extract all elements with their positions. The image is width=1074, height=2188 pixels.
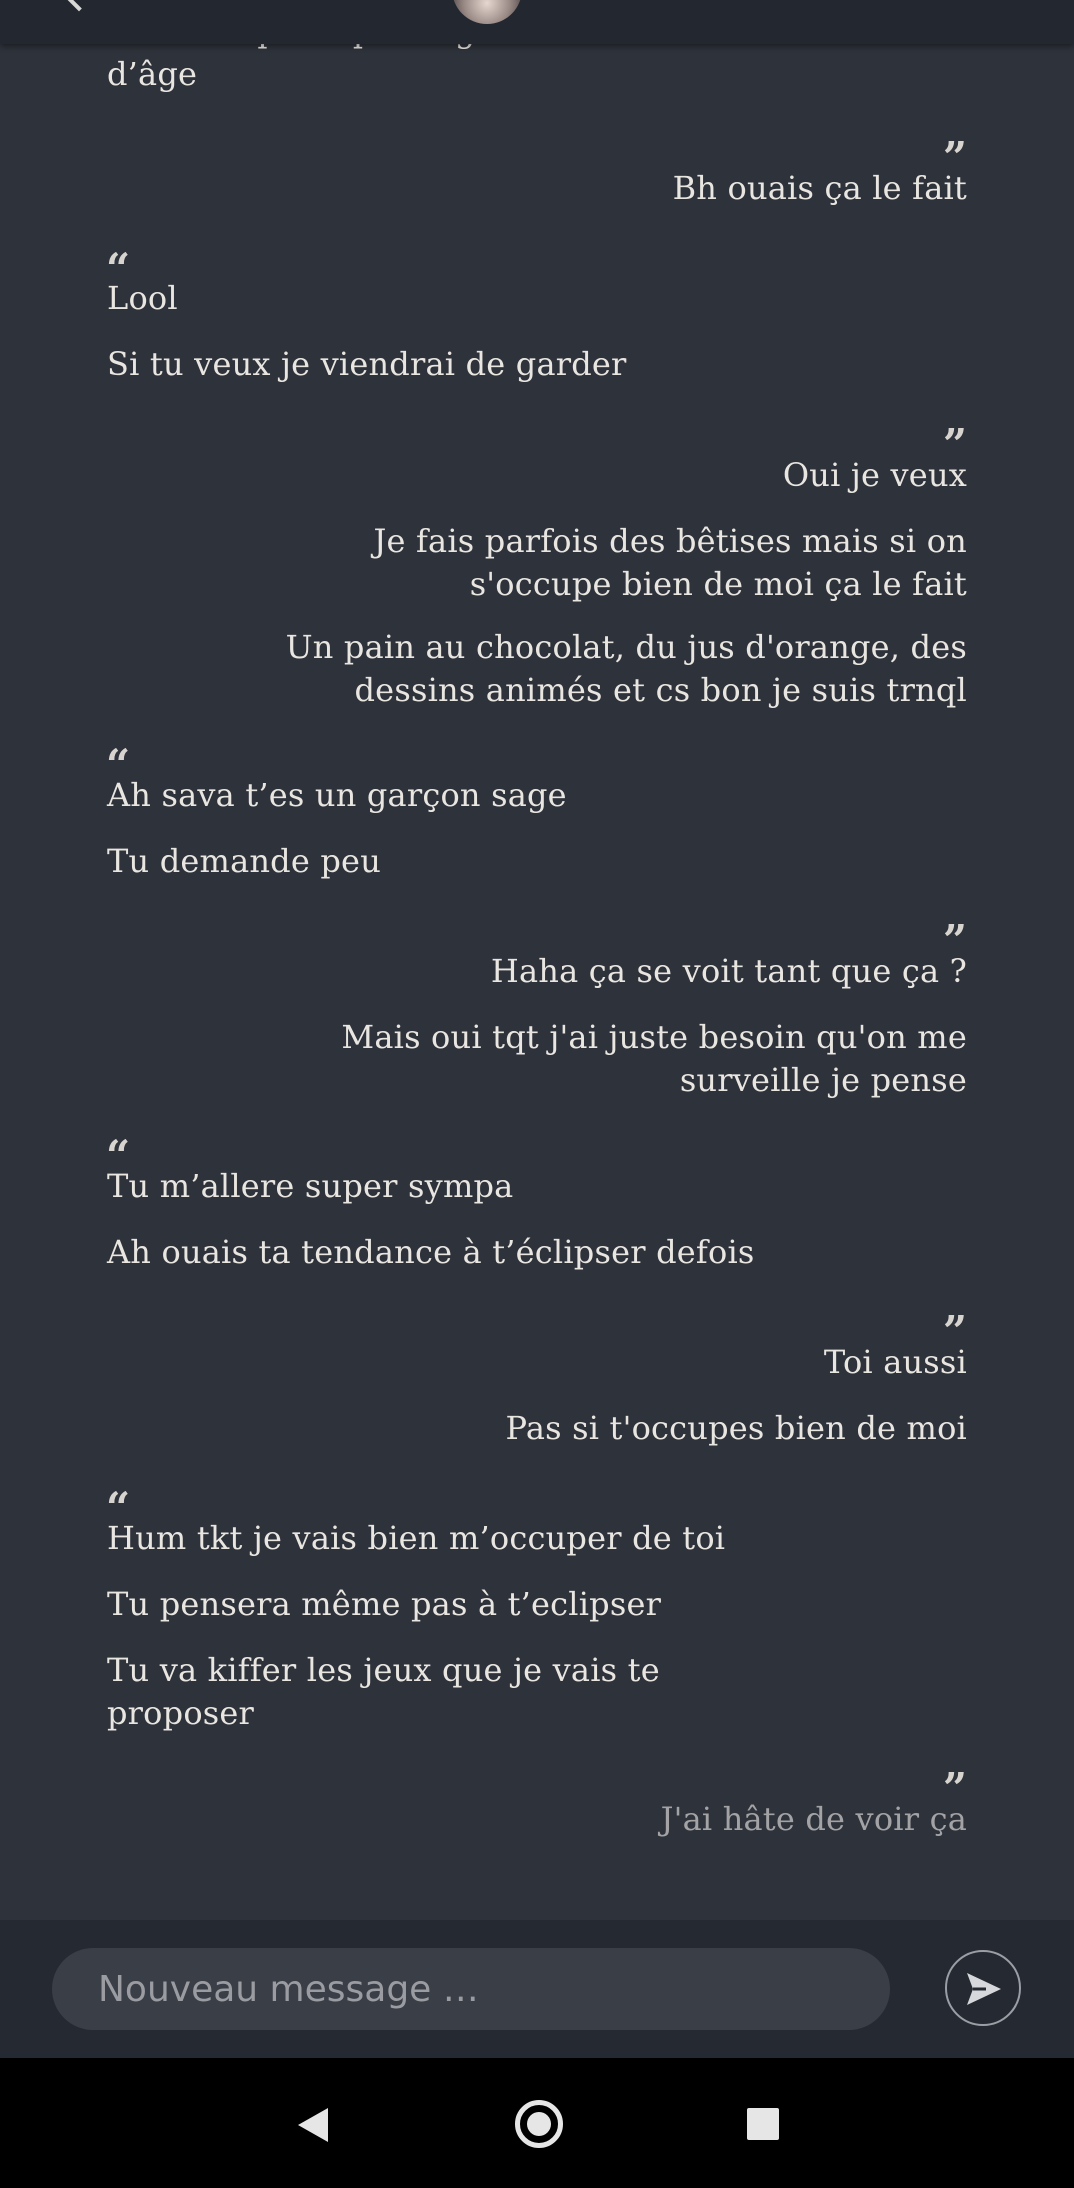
message-sent-pending: J'ai hâte de voir ça — [660, 1800, 967, 1838]
quote-open-icon: “ — [106, 1135, 131, 1165]
quote-close-icon: ” — [942, 1768, 967, 1798]
message-received: Si tu veux je viendrai de garder — [107, 345, 627, 383]
nav-home-dot — [527, 2112, 551, 2136]
back-icon[interactable] — [61, 0, 98, 11]
message-sent: Mais oui tqt j'ai juste besoin qu'on me surveille je pense — [341, 1018, 967, 1099]
message-sent: Un pain au chocolat, du jus d'orange, des dessins animés et cs bon je suis trnql — [285, 628, 967, 709]
quote-open-icon: “ — [106, 1487, 131, 1517]
chat-header — [0, 0, 1074, 44]
nav-home-icon[interactable] — [515, 2100, 563, 2148]
message-received: Tu demande peu — [107, 842, 382, 880]
system-nav-bar — [0, 2058, 1074, 2188]
message-sent: Toi aussi — [823, 1343, 967, 1381]
message-input[interactable] — [52, 1948, 890, 2030]
message-received: Lool — [107, 279, 178, 317]
quote-close-icon: ” — [942, 920, 967, 950]
message-sent: Je fais parfois des bêtises mais si on s'occupe bien de moi ça le fait — [373, 522, 967, 603]
quote-close-icon: ” — [942, 137, 967, 167]
message-received: Tu m’allere super sympa — [107, 1167, 514, 1205]
quote-open-icon: “ — [106, 744, 131, 774]
contact-avatar[interactable] — [452, 0, 522, 24]
quote-close-icon: ” — [942, 424, 967, 454]
message-composer — [0, 1920, 1074, 2058]
message-received: Tu pensera même pas à t’eclipser — [107, 1585, 662, 1623]
quote-close-icon: ” — [942, 1311, 967, 1341]
message-received: Ah ouais ta tendance à t’éclipser defois — [107, 1233, 755, 1271]
message-sent: Pas si t'occupes bien de moi — [505, 1409, 967, 1447]
message-received: Ah sava t’es un garçon sage — [107, 776, 567, 814]
message-sent: Oui je veux — [782, 456, 967, 494]
message-received: Tu va kiffer les jeux que je vais te proposer — [107, 1651, 660, 1732]
message-received: d’âge — [107, 55, 198, 93]
send-button[interactable] — [945, 1950, 1021, 2026]
message-sent: Haha ça se voit tant que ça ? — [490, 952, 967, 990]
nav-back-icon[interactable] — [296, 2106, 330, 2144]
nav-recents-icon[interactable] — [747, 2108, 779, 2140]
send-arrow-icon — [964, 1970, 1004, 2008]
message-received: Hum tkt je vais bien m’occuper de toi — [107, 1519, 726, 1557]
message-sent: Bh ouais ça le fait — [672, 169, 967, 207]
quote-open-icon: “ — [106, 248, 131, 278]
